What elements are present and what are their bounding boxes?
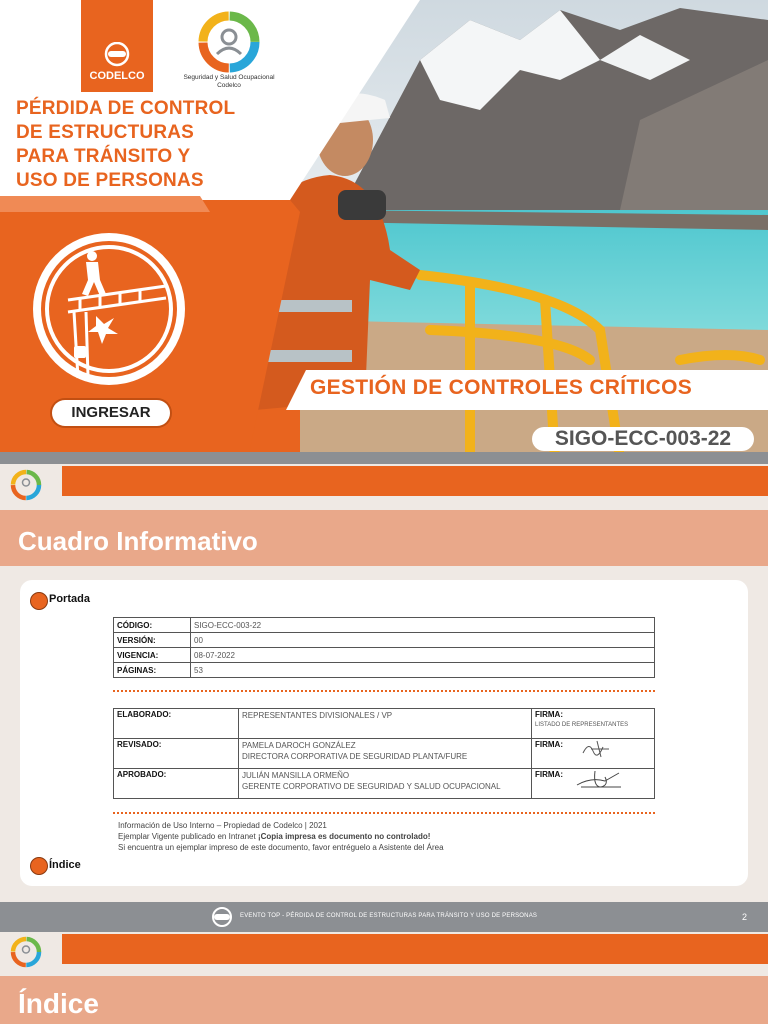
table-key: ELABORADO: — [114, 709, 239, 739]
cover-title-line-1: PÉRDIDA DE CONTROL — [16, 98, 236, 119]
indice-bullet-icon[interactable] — [30, 857, 48, 875]
firma-label: FIRMA: — [535, 740, 563, 749]
table-value: 08-07-2022 — [191, 648, 655, 663]
table-row — [114, 769, 655, 799]
table-value: SIGO-ECC-003-22 — [191, 618, 655, 633]
footer-logo-icon — [210, 906, 234, 928]
page2-header-bar — [0, 466, 768, 496]
section-banner — [0, 976, 768, 1024]
cover-title-line-3: PARA TRÁNSITO Y — [16, 146, 191, 167]
sso-logo-icon — [197, 10, 261, 74]
table-row — [114, 663, 655, 678]
cover-title-line-2: DE ESTRUCTURAS — [16, 122, 195, 143]
portada-link[interactable]: Portada — [49, 593, 90, 605]
dotted-divider — [113, 690, 655, 692]
approver-name: REPRESENTANTES DIVISIONALES / VP — [242, 711, 393, 720]
table-key: REVISADO: — [114, 739, 239, 769]
codelco-wordmark: CODELCO — [89, 70, 145, 82]
sso-caption-line1: Seguridad y Salud Ocupacional — [183, 74, 275, 81]
firma-note: LISTADO DE REPRESENTANTES — [535, 722, 629, 728]
approver-name: JULIÁN MANSILLA ORMEÑO — [242, 771, 350, 780]
notice-warning: ¡Copia impresa es documento no controlado! — [257, 832, 431, 841]
table-row — [114, 709, 655, 739]
portada-bullet-icon[interactable] — [30, 592, 48, 610]
document-info-table — [113, 617, 655, 678]
page3-header-bar — [0, 934, 768, 964]
notice-line-1: Información de Uso Interno – Propiedad de Codelco | 2021 — [118, 821, 327, 830]
firma-label: FIRMA: — [535, 770, 563, 779]
notice-line-2: Ejemplar Vigente publicado en Intranet — [118, 832, 258, 841]
codelco-emblem-icon — [103, 42, 131, 68]
fall-from-structure-icon — [28, 228, 190, 390]
codelco-logo — [81, 0, 153, 92]
signature-image — [575, 767, 625, 791]
sso-mini-logo-icon — [10, 936, 42, 968]
table-value: 53 — [191, 663, 655, 678]
usage-notice — [118, 820, 444, 853]
approval-table — [113, 708, 655, 799]
approver-name: PAMELA DAROCH GONZÁLEZ — [242, 741, 356, 750]
table-key: CÓDIGO: — [114, 618, 191, 633]
program-title: GESTIÓN DE CONTROLES CRÍTICOS — [310, 376, 693, 399]
firma-label: FIRMA: — [535, 710, 563, 719]
page-number: 2 — [742, 912, 748, 922]
table-row — [114, 739, 655, 769]
table-row — [114, 633, 655, 648]
sso-caption-line2: Codelco — [217, 82, 241, 89]
ingresar-button[interactable]: INGRESAR — [52, 400, 170, 426]
page-divider — [0, 452, 768, 464]
table-key: APROBADO: — [114, 769, 239, 799]
document-code-badge: SIGO-ECC-003-22 — [532, 427, 754, 451]
indice-link[interactable]: Índice — [49, 859, 81, 871]
table-row — [114, 618, 655, 633]
approver-role: GERENTE CORPORATIVO DE SEGURIDAD Y SALUD OCUPACIONAL — [242, 782, 501, 791]
footer-title: EVENTO TOP - PÉRDIDA DE CONTROL DE ESTRUCTURAS PARA TRÁNSITO Y USO DE PERSONAS — [240, 913, 538, 919]
cover-title-line-4: USO DE PERSONAS — [16, 170, 204, 191]
table-key: VIGENCIA: — [114, 648, 191, 663]
cover-page — [0, 0, 768, 458]
dotted-divider — [113, 812, 655, 814]
sso-mini-logo-icon — [10, 469, 42, 501]
section-title: Cuadro Informativo — [18, 526, 258, 556]
notice-line-3: Si encuentra un ejemplar impreso de este documento, favor entréguelo a Asistente del Área — [118, 843, 444, 852]
table-value: 00 — [191, 633, 655, 648]
approver-role: DIRECTORA CORPORATIVA DE SEGURIDAD PLANTA/FURE — [242, 752, 468, 761]
sso-caption — [172, 74, 286, 90]
signature-image — [579, 739, 619, 759]
section-title: Índice — [18, 988, 99, 1019]
table-row — [114, 648, 655, 663]
table-key: VERSIÓN: — [114, 633, 191, 648]
table-key: PÁGINAS: — [114, 663, 191, 678]
